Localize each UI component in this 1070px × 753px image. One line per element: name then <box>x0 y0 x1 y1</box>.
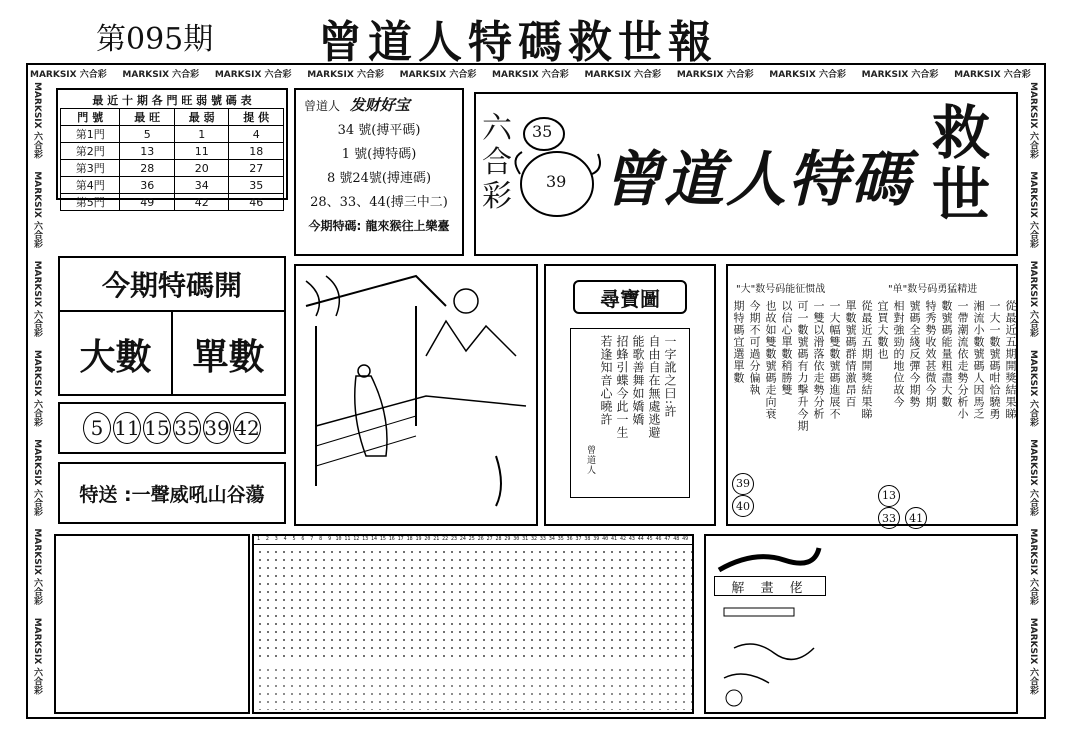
tips-header-left: 曾道人 <box>304 99 341 113</box>
stats-table-title: 最 近 十 期 各 門 旺 弱 號 碼 表 <box>92 94 252 107</box>
border-tag: MARKSIX 六合彩 <box>32 349 42 427</box>
border-tag: MARKSIX 六合彩 <box>399 70 477 79</box>
poem-line: 招蜂引蝶今此一生 <box>615 335 629 439</box>
grid-top-numbers <box>254 536 692 545</box>
border-tag: MARKSIX 六合彩 <box>32 82 42 159</box>
ring-number: 39 <box>732 473 754 495</box>
grid-number: 10 <box>335 536 342 542</box>
number-circle: 15 <box>143 412 171 444</box>
ring-number: 13 <box>878 485 900 507</box>
grid-number: 4 <box>283 536 287 542</box>
grid-number: 25 <box>468 536 475 542</box>
grid-number: 6 <box>301 536 305 542</box>
border-tag: MARKSIX 六合彩 <box>1028 82 1038 159</box>
grid-number: 36 <box>566 536 573 542</box>
logo-char: 六 <box>482 111 512 146</box>
right-rings <box>878 484 927 529</box>
numbers-box <box>58 402 286 454</box>
tips-special: 今期特碼: 龍來猴往上樂臺 <box>308 219 450 233</box>
col-header: 最 旺 <box>120 109 175 126</box>
analysis-col: 從最近五期開獎結果睇 <box>860 300 873 420</box>
cell: 第5門 <box>61 194 120 211</box>
border-tag: MARKSIX 六合彩 <box>307 70 384 79</box>
logo-title-side: 救世 <box>931 99 990 229</box>
col-header: 門 號 <box>61 109 120 126</box>
grid-number: 37 <box>575 536 582 542</box>
teapot-icon <box>512 104 602 224</box>
analysis-col: 可一數號碼有力擊升今期 <box>796 300 809 432</box>
riddle-title: 解 畫 佬 <box>714 576 826 596</box>
grid-number: 49 <box>682 536 689 542</box>
border-tag: MARKSIX 六合彩 <box>769 70 846 79</box>
table-row <box>61 143 284 160</box>
analysis-text <box>730 300 1018 480</box>
grid-number: 13 <box>362 536 369 542</box>
ring-number: 33 <box>878 507 900 529</box>
border-tag: MARKSIX 六合彩 <box>1028 439 1038 516</box>
dot-grid-box <box>252 534 694 714</box>
stats-table-box <box>56 88 288 209</box>
border-tag: MARKSIX 六合彩 <box>32 260 42 338</box>
border-tag: MARKSIX 六合彩 <box>954 70 1031 79</box>
cell: 42 <box>174 194 229 211</box>
cell: 49 <box>120 194 175 211</box>
grid-number: 7 <box>310 536 314 542</box>
poem-line: 若逢知音心曉許 <box>599 335 613 426</box>
tip-line: 34 號(搏平碼) <box>337 123 421 138</box>
analysis-col: 相對強勁的地位故今 <box>892 300 905 408</box>
grid-number: 30 <box>513 536 520 542</box>
border-tag: MARKSIX 六合彩 <box>676 70 754 79</box>
open-box <box>58 256 286 396</box>
poem-line: 一字訛之曰:許 <box>663 335 677 419</box>
treasure-box <box>544 264 716 526</box>
cell: 36 <box>120 177 175 194</box>
number-circle: 35 <box>173 412 201 444</box>
cell: 11 <box>174 143 229 160</box>
open-heading: 今期特碼開 <box>60 258 284 312</box>
issue-number: 第095期 <box>96 22 214 57</box>
grid-number: 18 <box>406 536 413 542</box>
analysis-col: 特秀勢收效甚微今期 <box>924 300 937 408</box>
cell: 35 <box>229 177 284 194</box>
border-tag: MARKSIX 六合彩 <box>1028 617 1038 695</box>
cell: 5 <box>120 126 175 143</box>
tip-line: 1 號(搏特碼) <box>341 147 417 162</box>
illustration-box <box>294 264 538 526</box>
analysis-col: 以信心單數稍勝雙 <box>780 300 793 396</box>
logo-char: 合 <box>482 145 512 180</box>
border-tag: MARKSIX 六合彩 <box>32 528 42 606</box>
grid-number: 39 <box>593 536 600 542</box>
border-tag: MARKSIX 六合彩 <box>1028 171 1038 249</box>
logo-char: 彩 <box>482 179 512 214</box>
tip-line: 8 號24號(搏連碼) <box>326 171 432 186</box>
grid-number: 41 <box>611 536 618 542</box>
cell: 第2門 <box>61 143 120 160</box>
stats-table <box>60 108 284 211</box>
border-tag: MARKSIX 六合彩 <box>32 617 42 695</box>
logo-title: 曾道人特碼 <box>602 145 912 215</box>
grid-number: 40 <box>602 536 609 542</box>
analysis-col: 單數號碼群情激昂百 <box>844 300 857 408</box>
border-tag: MARKSIX 六合彩 <box>1028 260 1038 338</box>
grid-number: 17 <box>397 536 404 542</box>
poem-line: 能歌善舞如嬌嬌 <box>631 335 645 426</box>
tips-header-right: 发财好宝 <box>349 96 410 114</box>
border-tag: MARKSIX 六合彩 <box>492 70 569 79</box>
grid-number: 35 <box>557 536 564 542</box>
brush-icon <box>714 540 824 578</box>
riddle-box <box>704 534 1018 714</box>
grid-number: 28 <box>495 536 502 542</box>
col-header: 最 弱 <box>174 109 229 126</box>
grid-number: 47 <box>664 536 671 542</box>
table-row <box>61 160 284 177</box>
logo-box <box>474 92 1018 256</box>
grid-number: 26 <box>477 536 484 542</box>
dot-grid-lower <box>256 666 692 710</box>
grid-number: 38 <box>584 536 591 542</box>
border-tag: MARKSIX 六合彩 <box>214 70 292 79</box>
right-border-strip <box>1026 82 1040 714</box>
cell: 4 <box>229 126 284 143</box>
grid-number: 1 <box>256 536 260 542</box>
dot-grid <box>256 548 692 660</box>
grid-number: 32 <box>531 536 538 542</box>
left-rings <box>732 472 754 517</box>
analysis-col: 一大幅雙數號碼進展不 <box>828 300 841 420</box>
grid-number: 8 <box>319 536 323 542</box>
analysis-col: 宜買大數也 <box>876 300 889 360</box>
cell: 20 <box>174 160 229 177</box>
grid-number: 46 <box>655 536 662 542</box>
analysis-col: 數號碼能量粗盡大數 <box>940 300 953 408</box>
table-row <box>61 177 284 194</box>
analysis-left-title: "大"数号码能征惯战 <box>736 284 826 295</box>
cell: 46 <box>229 194 284 211</box>
open-big: 大數 <box>60 312 173 396</box>
cell: 27 <box>229 160 284 177</box>
col-header: 提 供 <box>229 109 284 126</box>
logo-number: 39 <box>546 172 567 191</box>
ring-number: 41 <box>905 507 927 529</box>
logo-number: 35 <box>532 122 553 141</box>
border-tag: MARKSIX 六合彩 <box>32 171 42 249</box>
border-tag: MARKSIX 六合彩 <box>1028 349 1038 427</box>
open-odd: 單數 <box>192 336 265 378</box>
poem-author: 曾道人 <box>585 445 595 475</box>
border-tag: MARKSIX 六合彩 <box>584 70 662 79</box>
analysis-col: 也故如雙數號碼走向衰 <box>764 300 777 420</box>
grid-number: 11 <box>344 536 351 542</box>
analysis-col: 一大一數號碼咁恰驍勇 <box>988 300 1001 420</box>
grid-number: 45 <box>646 536 653 542</box>
grid-number: 19 <box>415 536 422 542</box>
grid-number: 43 <box>628 536 635 542</box>
cell: 第1門 <box>61 126 120 143</box>
analysis-col: 號碼全綫反彈今期勢 <box>908 300 921 408</box>
logo-side-label <box>482 112 512 214</box>
grid-number: 33 <box>539 536 546 542</box>
grid-number: 42 <box>619 536 626 542</box>
grid-number: 22 <box>442 536 449 542</box>
analysis-col: 期特碼宜選單數 <box>732 300 745 384</box>
grid-number: 16 <box>388 536 395 542</box>
grid-number: 14 <box>371 536 378 542</box>
blank-box <box>54 534 250 714</box>
left-border-strip <box>30 82 44 714</box>
number-circle: 11 <box>113 412 141 444</box>
cell: 第4門 <box>61 177 120 194</box>
cell: 13 <box>120 143 175 160</box>
cell: 第3門 <box>61 160 120 177</box>
riddle-drawing <box>714 598 834 710</box>
table-row <box>61 126 284 143</box>
table-row <box>61 194 284 211</box>
grid-number: 31 <box>522 536 529 542</box>
cell: 18 <box>229 143 284 160</box>
poem-line: 自由自在無處逃避 <box>647 335 661 439</box>
analysis-box <box>726 264 1018 526</box>
grid-number: 5 <box>292 536 296 542</box>
cell: 1 <box>174 126 229 143</box>
number-circle: 39 <box>203 412 231 444</box>
grid-number: 23 <box>451 536 458 542</box>
border-tag: MARKSIX 六合彩 <box>1028 528 1038 606</box>
border-tag: MARKSIX 六合彩 <box>861 70 939 79</box>
grid-number: 27 <box>486 536 493 542</box>
cell: 28 <box>120 160 175 177</box>
top-border-strip <box>30 67 1042 79</box>
send-box: 特送 :一聲威吼山谷蕩 <box>58 462 286 524</box>
grid-number: 48 <box>673 536 680 542</box>
grid-number: 15 <box>379 536 386 542</box>
analysis-col: 湘流小數號碼人因馬乏 <box>972 300 985 420</box>
masthead-title: 曾道人特碼救世報 <box>318 17 718 68</box>
number-circle: 5 <box>83 412 111 444</box>
grid-number: 2 <box>265 536 269 542</box>
analysis-right-title: "单"数号码勇猛精进 <box>888 284 978 295</box>
analysis-col: 一帶潮流依走勢分析小 <box>956 300 969 420</box>
grid-number: 20 <box>424 536 431 542</box>
analysis-col: 今期不可過分偏執 <box>748 300 761 396</box>
ring-number: 40 <box>732 495 754 517</box>
illustration-image <box>296 266 536 524</box>
treasure-scroll <box>570 328 690 498</box>
tips-box <box>294 88 464 256</box>
border-tag: MARKSIX 六合彩 <box>122 70 200 79</box>
analysis-col: 從最近五期開獎結果睇 <box>1004 300 1017 420</box>
grid-number: 12 <box>353 536 360 542</box>
grid-number: 44 <box>637 536 644 542</box>
border-tag: MARKSIX 六合彩 <box>30 70 107 79</box>
grid-number: 9 <box>328 536 332 542</box>
grid-number: 21 <box>433 536 440 542</box>
cell: 34 <box>174 177 229 194</box>
border-tag: MARKSIX 六合彩 <box>32 439 42 516</box>
grid-number: 34 <box>548 536 555 542</box>
grid-number: 3 <box>274 536 278 542</box>
grid-number: 24 <box>459 536 466 542</box>
number-circle: 42 <box>233 412 261 444</box>
grid-number: 29 <box>504 536 511 542</box>
tip-line: 28、33、44(搏三中二) <box>310 195 448 210</box>
analysis-col: 一雙以滑落依走勢分析 <box>812 300 825 420</box>
treasure-title: 尋寶圖 <box>573 280 687 314</box>
